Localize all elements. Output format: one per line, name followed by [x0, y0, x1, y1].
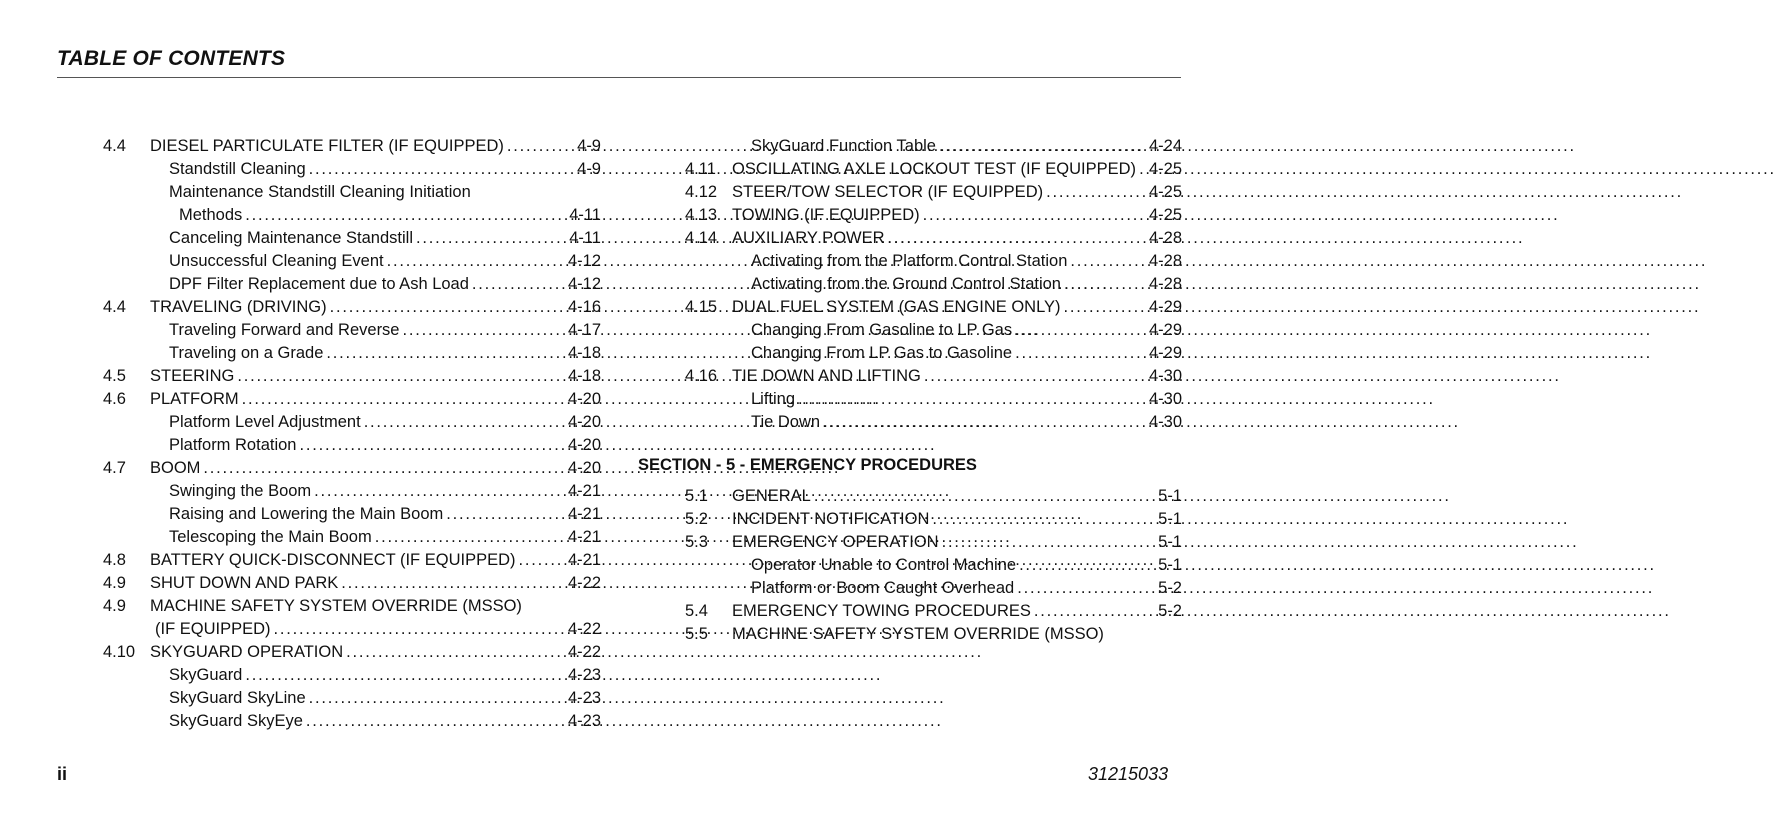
- toc-entry-page: 5-1: [1158, 556, 1182, 574]
- toc-entry-number: 4.9: [103, 574, 126, 592]
- dot-leader: [939, 135, 1145, 158]
- toc-entry-page: 4-11: [569, 229, 601, 247]
- toc-entry-title: Platform or Boom Caught Overhead: [751, 579, 1015, 597]
- toc-entry-page: 4-23: [567, 712, 601, 730]
- toc-entry-number: 4.4: [103, 137, 126, 155]
- toc-entry-title: GENERAL: [732, 487, 811, 505]
- dot-leader: [1017, 577, 1154, 600]
- toc-entry: [685, 135, 1182, 158]
- toc-entry-title: Activating from the Platform Control Station: [751, 252, 1068, 270]
- toc-entry-body: [169, 664, 601, 687]
- toc-entry-body: [732, 158, 1182, 181]
- toc-entry-title: (IF EQUIPPED): [155, 620, 271, 638]
- toc-entry-number: 4.16: [685, 367, 718, 385]
- toc-entry-page: 4-22: [567, 643, 601, 661]
- toc-entry-number: 4.4: [103, 298, 126, 316]
- toc-entry-title: Activating from the Ground Control Station: [751, 275, 1061, 293]
- toc-entry-title: PLATFORM: [150, 390, 239, 408]
- footer-page-number: ii: [57, 764, 68, 784]
- toc-entry-page: 4-28: [1148, 229, 1182, 247]
- toc-entry-title: TOWING (IF EQUIPPED): [732, 206, 920, 224]
- toc-entry: [103, 664, 601, 687]
- toc-entry-page: 4-20: [567, 436, 601, 454]
- toc-entry-title: TIE DOWN AND LIFTING: [732, 367, 921, 385]
- toc-entry-page: 4-9: [577, 137, 601, 155]
- dot-leader: [507, 135, 573, 158]
- toc-entry: [103, 365, 601, 388]
- toc-entry-title: Canceling Maintenance Standstill: [169, 229, 413, 247]
- toc-right-column: [685, 135, 1182, 434]
- toc-entry-title: Traveling on a Grade: [169, 344, 324, 362]
- toc-entry: [685, 342, 1182, 365]
- toc-entry-title: BATTERY QUICK-DISCONNECT (IF EQUIPPED): [150, 551, 516, 569]
- toc-entry-body: [169, 687, 601, 710]
- dot-leader: [346, 641, 564, 664]
- toc-entry-body: [732, 485, 1182, 508]
- toc-entry-body: [169, 250, 601, 273]
- dot-leader: [1046, 181, 1145, 204]
- toc-entry-page: 4-23: [567, 689, 601, 707]
- toc-entry-page: 4-22: [567, 574, 601, 592]
- toc-entry-title: Standstill Cleaning: [169, 160, 306, 178]
- toc-entry-body: [751, 135, 1182, 158]
- toc-entry-title: EMERGENCY TOWING PROCEDURES: [732, 602, 1031, 620]
- dot-leader: [375, 526, 564, 549]
- toc-entry: [103, 204, 601, 227]
- toc-entry-title: STEERING: [150, 367, 235, 385]
- toc-entry-page: 5-1: [1158, 487, 1182, 505]
- footer-document-number: 31215033: [1088, 764, 1169, 784]
- toc-entry-title: SkyGuard: [169, 666, 243, 684]
- toc-section-5-entries: [685, 485, 1182, 646]
- toc-entry-page: 4-16: [567, 298, 601, 316]
- toc-entry-body: [732, 365, 1182, 388]
- toc-entry: [103, 158, 601, 181]
- toc-entry: [685, 273, 1182, 296]
- toc-entry-body: [751, 554, 1182, 577]
- toc-entry-page: 4-21: [567, 505, 601, 523]
- toc-entry-number: 5.5: [685, 625, 708, 643]
- toc-entry-title: Operator Unable to Control Machine: [751, 556, 1017, 574]
- toc-entry-title: Changing From Gasoline to LP Gas: [751, 321, 1013, 339]
- toc-entry: [685, 531, 1182, 554]
- toc-entry-body: [169, 319, 601, 342]
- toc-entry-title: Maintenance Standstill Cleaning Initiation: [169, 183, 471, 201]
- toc-entry-page: 4-25: [1148, 160, 1182, 178]
- toc-entry: [685, 388, 1182, 411]
- toc-entry-number: 4.11: [685, 160, 716, 178]
- dot-leader: [299, 434, 563, 457]
- toc-entry: [103, 480, 601, 503]
- toc-entry-page: 4-30: [1148, 413, 1182, 431]
- dot-leader: [1139, 158, 1145, 181]
- dot-leader: [923, 204, 1145, 227]
- toc-entry-body: [150, 549, 601, 572]
- toc-entry: [685, 227, 1182, 250]
- toc-entry-number: 4.9: [103, 597, 126, 615]
- toc-entry: [103, 687, 601, 710]
- toc-entry-page: 5-2: [1158, 602, 1182, 620]
- toc-entry-title: MACHINE SAFETY SYSTEM OVERRIDE (MSSO): [150, 597, 522, 615]
- toc-entry-title: Raising and Lowering the Main Boom: [169, 505, 444, 523]
- toc-entry-body: [732, 531, 1182, 554]
- toc-entry-body: [150, 572, 601, 595]
- toc-entry: [685, 181, 1182, 204]
- toc-entry-number: 5.1: [685, 487, 708, 505]
- dot-leader: [364, 411, 564, 434]
- toc-entry-body: [732, 181, 1182, 204]
- dot-leader: [326, 342, 564, 365]
- dot-leader: [274, 618, 564, 641]
- toc-entry-title: MACHINE SAFETY SYSTEM OVERRIDE (MSSO): [732, 625, 1104, 643]
- toc-entry: [103, 135, 601, 158]
- toc-entry-page: 4-21: [567, 482, 601, 500]
- toc-entry-title: TRAVELING (DRIVING): [150, 298, 327, 316]
- toc-entry: [103, 411, 601, 434]
- toc-entry-title: OSCILLATING AXLE LOCKOUT TEST (IF EQUIPPED): [732, 160, 1137, 178]
- toc-entry-page: 4-25: [1148, 183, 1182, 201]
- toc-entry-title: Lifting: [751, 390, 796, 408]
- toc-entry-title: SkyGuard Function Table: [751, 137, 936, 155]
- toc-entry-number: 4.5: [103, 367, 126, 385]
- toc-entry-page: 4-18: [567, 344, 601, 362]
- toc-entry-number: 4.7: [103, 459, 126, 477]
- dot-leader: [309, 687, 564, 710]
- toc-entry: [685, 485, 1182, 508]
- dot-leader: [387, 250, 564, 273]
- toc-entry-number: 4.15: [685, 298, 718, 316]
- toc-entry-page: 4-12: [567, 252, 601, 270]
- toc-entry-page: 5-2: [1158, 579, 1182, 597]
- toc-entry-title: Telescoping the Main Boom: [169, 528, 372, 546]
- toc-entry: [103, 342, 601, 365]
- toc-entry: [685, 204, 1182, 227]
- toc-entry-title: SkyGuard SkyLine: [169, 689, 306, 707]
- dot-leader: [242, 388, 564, 411]
- toc-entry: [103, 503, 601, 526]
- dot-leader: [924, 365, 1145, 388]
- toc-entry: [685, 577, 1182, 600]
- toc-entry-body: [150, 641, 601, 664]
- toc-entry: [103, 273, 601, 296]
- dot-leader: [1019, 554, 1154, 577]
- toc-entry-number: 5.2: [685, 510, 708, 528]
- toc-entry-body: [169, 158, 601, 181]
- toc-entry-page: 4-21: [567, 528, 601, 546]
- toc-entry-body: [150, 135, 601, 158]
- toc-entry-title: Changing From LP Gas to Gasoline: [751, 344, 1013, 362]
- toc-entry-title: BOOM: [150, 459, 201, 477]
- toc-entry-body: [732, 600, 1182, 623]
- dot-leader: [237, 365, 564, 388]
- toc-entry-page: 4-11: [569, 206, 601, 224]
- toc-entry-page: 4-30: [1148, 390, 1182, 408]
- toc-entry-page: 4-29: [1148, 344, 1182, 362]
- toc-entry: [103, 549, 601, 572]
- toc-entry-body: [179, 204, 601, 227]
- dot-leader: [330, 296, 564, 319]
- toc-entry-body: [732, 623, 1182, 646]
- toc-entry-body: [169, 227, 601, 250]
- toc-entry-body: [732, 296, 1182, 319]
- dot-leader: [823, 411, 1145, 434]
- dot-leader: [314, 480, 564, 503]
- dot-leader: [1034, 600, 1154, 623]
- toc-entry-page: 4-24: [1148, 137, 1182, 155]
- toc-entry-body: [751, 342, 1182, 365]
- toc-entry-body: [751, 319, 1182, 342]
- toc-entry-page: 4-25: [1148, 206, 1182, 224]
- toc-entry-body: [169, 526, 601, 549]
- toc-entry-page: 4-18: [567, 367, 601, 385]
- toc-entry-title: Methods: [179, 206, 243, 224]
- toc-entry-title: DPF Filter Replacement due to Ash Load: [169, 275, 469, 293]
- toc-entry-title: SHUT DOWN AND PARK: [150, 574, 339, 592]
- toc-entry-page: 4-20: [567, 413, 601, 431]
- toc-entry: [103, 250, 601, 273]
- toc-entry-body: [169, 342, 601, 365]
- toc-entry-title: DUAL FUEL SYSTEM (GAS ENGINE ONLY): [732, 298, 1061, 316]
- toc-entry: [685, 600, 1182, 623]
- dot-leader: [306, 710, 564, 733]
- toc-entry-body: [751, 250, 1182, 273]
- dot-leader: [446, 503, 564, 526]
- toc-entry: [103, 710, 601, 733]
- toc-entry-body: [169, 710, 601, 733]
- toc-entry: [103, 618, 601, 641]
- toc-entry-number: 4.13: [685, 206, 718, 224]
- page-title: TABLE OF CONTENTS: [57, 47, 286, 70]
- dot-leader: [932, 508, 1154, 531]
- toc-entry-title: Tie Down: [751, 413, 821, 431]
- toc-entry-title: Swinging the Boom: [169, 482, 312, 500]
- toc-entry-page: 5-1: [1158, 510, 1182, 528]
- toc-entry-title: EMERGENCY OPERATION: [732, 533, 939, 551]
- dot-leader: [798, 388, 1145, 411]
- dot-leader: [472, 273, 564, 296]
- toc-left-column: [103, 135, 601, 733]
- dot-leader: [245, 204, 565, 227]
- toc-entry-body: [150, 296, 601, 319]
- dot-leader: [416, 227, 565, 250]
- toc-entry-body: [732, 508, 1182, 531]
- dot-leader: [341, 572, 564, 595]
- toc-entry-title: INCIDENT NOTIFICATION: [732, 510, 930, 528]
- dot-leader: [309, 158, 573, 181]
- dot-leader: [1070, 250, 1145, 273]
- toc-entry: [103, 227, 601, 250]
- toc-entry-title: STEER/TOW SELECTOR (IF EQUIPPED): [732, 183, 1044, 201]
- dot-leader: [1064, 296, 1145, 319]
- toc-entry-number: 4.10: [103, 643, 136, 661]
- toc-entry-page: 5-1: [1158, 533, 1182, 551]
- dot-leader: [1015, 342, 1145, 365]
- toc-entry-body: [169, 503, 601, 526]
- toc-entry-body: [150, 388, 601, 411]
- toc-entry-number: 4.8: [103, 551, 126, 569]
- toc-entry: [103, 319, 601, 342]
- toc-entry-page: 4-22: [567, 620, 601, 638]
- toc-entry: [685, 623, 1182, 646]
- dot-leader: [519, 549, 564, 572]
- toc-entry-page: 4-12: [567, 275, 601, 293]
- toc-entry-page: 4-21: [567, 551, 601, 569]
- toc-entry-page: 4-17: [567, 321, 601, 339]
- toc-entry-body: [732, 204, 1182, 227]
- toc-entry-body: [169, 273, 601, 296]
- toc-entry-body: [751, 273, 1182, 296]
- dot-leader: [942, 531, 1155, 554]
- toc-entry-number: 4.14: [685, 229, 718, 247]
- toc-entry-page: 4-29: [1148, 321, 1182, 339]
- toc-entry: [685, 411, 1182, 434]
- toc-entry-page: 4-30: [1148, 367, 1182, 385]
- toc-entry-page: 4-20: [567, 390, 601, 408]
- toc-entry-title: AUXILIARY POWER: [732, 229, 885, 247]
- toc-entry: [103, 526, 601, 549]
- toc-entry-number: 4.6: [103, 390, 126, 408]
- toc-entry: [685, 365, 1182, 388]
- toc-entry-body: [751, 577, 1182, 600]
- dot-leader: [203, 457, 564, 480]
- dot-leader: [814, 485, 1154, 508]
- toc-entry-body: [150, 365, 601, 388]
- toc-entry-number: 4.12: [685, 183, 718, 201]
- toc-entry: [103, 296, 601, 319]
- toc-entry: [685, 250, 1182, 273]
- toc-entry-body: [155, 618, 601, 641]
- toc-entry-number: 5.4: [685, 602, 708, 620]
- toc-entry-body: [169, 480, 601, 503]
- toc-entry-title: Platform Level Adjustment: [169, 413, 361, 431]
- title-divider: [57, 77, 1181, 78]
- section-5-heading: SECTION - 5 - EMERGENCY PROCEDURES: [638, 456, 977, 474]
- toc-entry-page: 4-28: [1148, 275, 1182, 293]
- toc-entry-title: Traveling Forward and Reverse: [169, 321, 400, 339]
- dot-leader: [402, 319, 563, 342]
- toc-entry-number: 5.3: [685, 533, 708, 551]
- toc-entry-page: 4-23: [567, 666, 601, 684]
- toc-entry: [103, 641, 601, 664]
- toc-entry-page: 4-28: [1148, 252, 1182, 270]
- toc-entry-body: [150, 595, 601, 618]
- toc-entry: [103, 388, 601, 411]
- toc-entry: [103, 457, 601, 480]
- toc-entry-body: [169, 411, 601, 434]
- toc-entry: [103, 181, 601, 204]
- toc-entry-title: DIESEL PARTICULATE FILTER (IF EQUIPPED): [150, 137, 504, 155]
- toc-entry-title: Unsuccessful Cleaning Event: [169, 252, 384, 270]
- toc-entry-body: [169, 181, 601, 204]
- dot-leader: [1064, 273, 1145, 296]
- toc-entry: [685, 296, 1182, 319]
- toc-entry: [685, 158, 1182, 181]
- toc-entry: [685, 319, 1182, 342]
- toc-entry-title: Platform Rotation: [169, 436, 297, 454]
- toc-entry-body: [751, 388, 1182, 411]
- toc-entry-body: [150, 457, 601, 480]
- toc-entry-title: SkyGuard SkyEye: [169, 712, 303, 730]
- toc-entry-page: 4-20: [567, 459, 601, 477]
- toc-entry: [103, 595, 601, 618]
- toc-entry: [685, 508, 1182, 531]
- dot-leader: [245, 664, 564, 687]
- toc-entry: [103, 434, 601, 457]
- toc-entry: [685, 554, 1182, 577]
- toc-entry-page: 4-29: [1148, 298, 1182, 316]
- toc-entry-title: SKYGUARD OPERATION: [150, 643, 344, 661]
- toc-entry: [103, 572, 601, 595]
- toc-entry-body: [751, 411, 1182, 434]
- toc-entry-body: [732, 227, 1182, 250]
- dot-leader: [888, 227, 1145, 250]
- toc-entry-body: [169, 434, 601, 457]
- dot-leader: [1015, 319, 1145, 342]
- toc-entry-page: 4-9: [577, 160, 601, 178]
